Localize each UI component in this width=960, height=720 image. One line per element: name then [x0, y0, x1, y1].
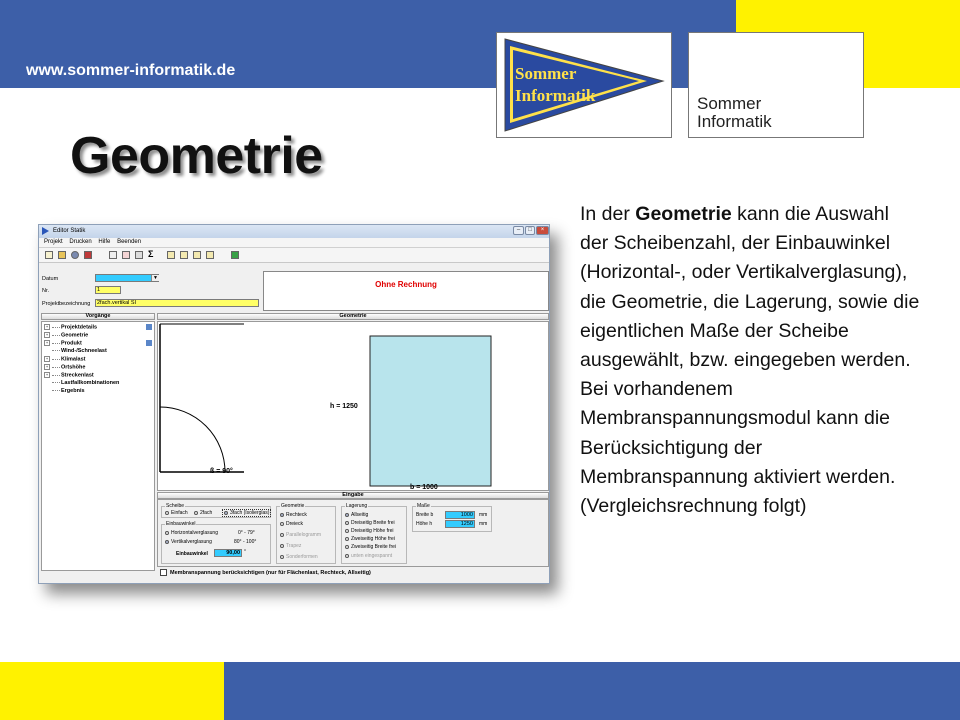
pennant-logo-graphic	[497, 33, 671, 137]
tree-item-label: Wind-/Schneelast	[61, 348, 107, 354]
einbauwinkel-value-label: Einbauwinkel	[176, 551, 208, 557]
open-file-icon[interactable]	[58, 251, 66, 259]
tree-connector	[52, 367, 60, 368]
vorgaenge-tree	[41, 321, 155, 571]
tree-item-ergebnis[interactable]	[52, 388, 85, 394]
print-icon[interactable]	[135, 251, 143, 259]
einbauwinkel-group	[161, 521, 271, 564]
menu-beenden[interactable]: Beenden	[117, 239, 142, 245]
radio-button[interactable]	[345, 521, 349, 525]
doc4-icon[interactable]	[206, 251, 214, 259]
tree-connector	[52, 359, 60, 360]
tree-item-klimalast[interactable]	[44, 356, 85, 362]
brand-url[interactable]: www.sommer-informatik.de	[26, 62, 236, 79]
close-button[interactable]: ×	[536, 226, 549, 235]
search-icon[interactable]	[71, 251, 79, 259]
text-logo	[688, 32, 864, 138]
scheibe-option-3fach[interactable]	[222, 509, 271, 517]
horizontal-range: 0° - 79°	[238, 530, 255, 536]
tree-item-lastfallkombinationen[interactable]	[52, 380, 119, 386]
tree-connector	[52, 375, 60, 376]
minimize-button[interactable]: –	[513, 226, 524, 235]
breite-unit: mm	[479, 512, 488, 518]
print-preview-icon[interactable]	[109, 251, 117, 259]
pennant-logo-line2: Informatik	[515, 86, 596, 105]
menu-projekt[interactable]: Projekt	[44, 239, 63, 245]
footer-yellow-band	[0, 662, 224, 720]
footer-blue-band	[224, 662, 960, 720]
einbauwinkel-group-title: Einbauwinkel	[166, 521, 196, 527]
option-label: Dreiseitig Höhe frei	[351, 528, 394, 534]
datum-dropdown[interactable]	[95, 274, 159, 282]
projektbezeichnung-label: Projektbezeichnung	[42, 301, 91, 307]
tree-item-label: Geometrie	[61, 332, 89, 339]
tree-item-label: Produkt	[61, 340, 82, 347]
menu-bar	[39, 238, 549, 248]
option-label: Trapez	[286, 543, 302, 549]
breite-field[interactable]: 1000	[445, 511, 475, 519]
width-label: b = 1000	[410, 484, 438, 490]
vorgaenge-header: Vorgänge	[41, 313, 155, 320]
text-logo-line2: Informatik	[697, 112, 772, 131]
geometrie-option-dreieck[interactable]	[280, 521, 303, 527]
eingabe-header: Eingabe	[157, 492, 549, 499]
einbauwinkel-value-field[interactable]: 90,00	[214, 549, 242, 557]
tree-item-label: Streckenlast	[61, 372, 94, 379]
radio-button[interactable]	[280, 533, 284, 537]
vertical-range: 80° - 100°	[234, 539, 257, 545]
save-icon[interactable]	[84, 251, 92, 259]
geometrie-drawing-area	[157, 321, 549, 491]
window-titlebar	[39, 225, 549, 238]
expand-icon[interactable]: +	[45, 332, 49, 337]
description-paragraph-1	[580, 200, 920, 375]
breite-label: Breite b	[416, 512, 434, 518]
geometrie-group	[276, 503, 336, 564]
projektbezeichnung-field[interactable]: 2fach.vertikal SI	[95, 299, 259, 307]
radio-button[interactable]	[280, 544, 284, 548]
lagerung-group	[341, 503, 407, 564]
einbauwinkel-option-vertikal[interactable]	[165, 539, 212, 545]
new-file-icon[interactable]	[45, 251, 53, 259]
nr-label: Nr.	[42, 288, 50, 294]
tree-item-produkt[interactable]	[44, 340, 82, 346]
option-label: Einfach	[171, 510, 188, 516]
scheibe-option-einfach[interactable]	[165, 510, 188, 516]
option-label: Dreiseitig Breite frei	[351, 520, 395, 526]
option-label: Sonderformen	[286, 554, 318, 560]
tree-item-label: Ortshöhe	[61, 364, 86, 371]
radio-button[interactable]	[165, 511, 169, 515]
option-label: Vertikalverglasung	[171, 539, 212, 545]
description-paragraph-2: Bei vorhandenem Membranspannungsmodul kann die Berücksichtigung der Membranspannung aktiviert werden.	[580, 378, 896, 488]
menu-hilfe[interactable]: Hilfe	[98, 239, 111, 245]
lagerung-option-zweiseitig-breite[interactable]	[345, 544, 396, 550]
rechnung-status-box	[263, 271, 549, 311]
tree-item-geometrie[interactable]	[44, 332, 88, 338]
text-logo-line1: Sommer	[697, 94, 762, 113]
tree-connector	[52, 327, 60, 328]
expand-icon[interactable]: +	[45, 340, 49, 345]
rechnung-status-text: Ohne Rechnung	[375, 280, 437, 289]
pennant-logo	[496, 32, 672, 138]
editor-window	[38, 224, 550, 584]
geometrie-drawing	[158, 322, 548, 490]
toolbar	[39, 248, 549, 263]
lagerung-option-dreiseitig-hoehe[interactable]	[345, 528, 394, 534]
pdf-icon[interactable]	[122, 251, 130, 259]
slide-title: Geometrie	[70, 127, 323, 185]
slide-description	[580, 200, 920, 521]
geometrie-option-rechteck[interactable]	[280, 512, 307, 518]
expand-icon[interactable]: +	[45, 364, 49, 369]
einbauwinkel-option-horizontal[interactable]	[165, 530, 218, 536]
tree-item-label: Lastfallkombinationen	[61, 380, 120, 386]
expand-icon[interactable]: +	[45, 356, 49, 361]
doc1-icon[interactable]	[167, 251, 175, 259]
description-text: kann die Auswahl der Scheibenzahl, der Einbauwinkel (Horizontal-, oder Vertikalverglasung), die Geometrie, die Lagerung, sowie die eigentlichen Maße der Scheibe ausgewählt, bzw. eingegeben werden.	[580, 203, 920, 372]
tree-connector	[52, 335, 60, 336]
radio-button[interactable]	[280, 513, 284, 517]
checkbox-box[interactable]	[160, 569, 167, 576]
radio-button[interactable]	[280, 522, 284, 526]
geometrie-option-parallelogramm[interactable]	[280, 532, 321, 538]
option-label: Zweiseitig Breite frei	[351, 544, 397, 550]
datum-label: Datum	[42, 276, 59, 282]
scheibe-group-title: Scheibe	[166, 503, 185, 509]
option-label: Dreieck	[286, 521, 303, 527]
lagerung-option-zweiseitig-hoehe[interactable]	[345, 536, 395, 542]
hoehe-label: Höhe h	[416, 521, 433, 527]
radio-button[interactable]	[345, 513, 349, 517]
angle-label: ß = 90°	[210, 468, 233, 475]
doc-edit-icon[interactable]	[146, 324, 152, 330]
option-label: Allseitig	[351, 512, 369, 518]
masse-group-title: Maße	[417, 503, 430, 509]
masse-group	[412, 503, 492, 532]
geometrie-header: Geometrie	[157, 313, 549, 320]
einbauwinkel-unit: °	[244, 549, 246, 555]
geometrie-option-trapez[interactable]	[280, 543, 301, 549]
radio-button[interactable]	[224, 511, 228, 515]
sum-icon[interactable]: Σ	[148, 249, 154, 259]
window-title: Editor Statik	[53, 228, 86, 234]
membranspannung-checkbox[interactable]	[160, 569, 371, 576]
tree-item-ortshoehe[interactable]	[44, 364, 85, 370]
eingabe-area	[157, 499, 549, 567]
tree-item-label: Projektdetails	[61, 324, 98, 331]
lagerung-group-title: Lagerung	[346, 503, 368, 509]
lagerung-option-allseitig[interactable]	[345, 512, 368, 518]
radio-button[interactable]	[345, 529, 349, 533]
option-label: 3fach (Isolierglas)	[230, 510, 270, 516]
doc3-icon[interactable]	[193, 251, 201, 259]
lagerung-option-unten-eingespannt[interactable]	[345, 553, 392, 559]
scheibe-option-2fach[interactable]	[194, 510, 212, 516]
tree-item-wind-schneelast[interactable]	[52, 348, 107, 354]
description-bold-term: Geometrie	[635, 203, 732, 225]
description-text: In der	[580, 203, 636, 225]
tree-connector	[52, 350, 60, 351]
option-label: 2fach	[200, 510, 213, 516]
tree-item-label: Klimalast	[61, 356, 86, 363]
option-label: Zweiseitig Höhe frei	[351, 536, 395, 542]
tree-connector	[52, 382, 60, 383]
checkbox-label: Membranspannung berücksichtigen (nur für Flächenlast, Rechteck, Allseitig)	[170, 569, 371, 576]
option-label: Parallelogramm	[286, 532, 322, 538]
pennant-logo-line1: Sommer	[515, 64, 577, 83]
glass-pane	[370, 336, 491, 486]
geometrie-option-sonderformen[interactable]	[280, 554, 318, 560]
tree-item-label: Ergebnis	[61, 388, 85, 394]
expand-icon[interactable]: +	[45, 324, 49, 329]
description-paragraph-3: (Vergleichsrechnung folgt)	[580, 495, 807, 518]
hoehe-unit: mm	[479, 521, 488, 527]
tree-item-projektdetails[interactable]	[44, 324, 97, 330]
option-label: unten eingespannt	[351, 553, 393, 559]
maximize-button[interactable]: □	[525, 226, 535, 235]
tree-connector	[52, 390, 60, 391]
expand-icon[interactable]: +	[45, 372, 49, 377]
chevron-down-icon[interactable]: ▼	[151, 275, 159, 281]
option-label: Rechteck	[286, 512, 307, 518]
exit-icon[interactable]	[231, 251, 239, 259]
hoehe-field[interactable]: 1250	[445, 520, 475, 528]
doc-edit-icon[interactable]	[146, 340, 152, 346]
tree-connector	[52, 343, 60, 344]
scheibe-group	[161, 503, 271, 518]
radio-button[interactable]	[165, 531, 169, 535]
app-icon	[42, 227, 49, 235]
tree-item-streckenlast[interactable]	[44, 372, 94, 378]
option-label: Horizontalverglasung	[171, 530, 218, 536]
lagerung-option-dreiseitig-breite[interactable]	[345, 520, 395, 526]
radio-button[interactable]	[345, 537, 349, 541]
geometrie-group-title: Geometrie	[281, 503, 305, 509]
menu-drucken[interactable]: Drucken	[69, 239, 92, 245]
radio-button[interactable]	[165, 540, 169, 544]
radio-button[interactable]	[345, 545, 349, 549]
height-label: h = 1250	[330, 403, 358, 410]
radio-button[interactable]	[280, 555, 284, 559]
nr-field[interactable]: 1	[95, 286, 121, 294]
radio-button[interactable]	[194, 511, 198, 515]
doc2-icon[interactable]	[180, 251, 188, 259]
radio-button[interactable]	[345, 554, 349, 558]
